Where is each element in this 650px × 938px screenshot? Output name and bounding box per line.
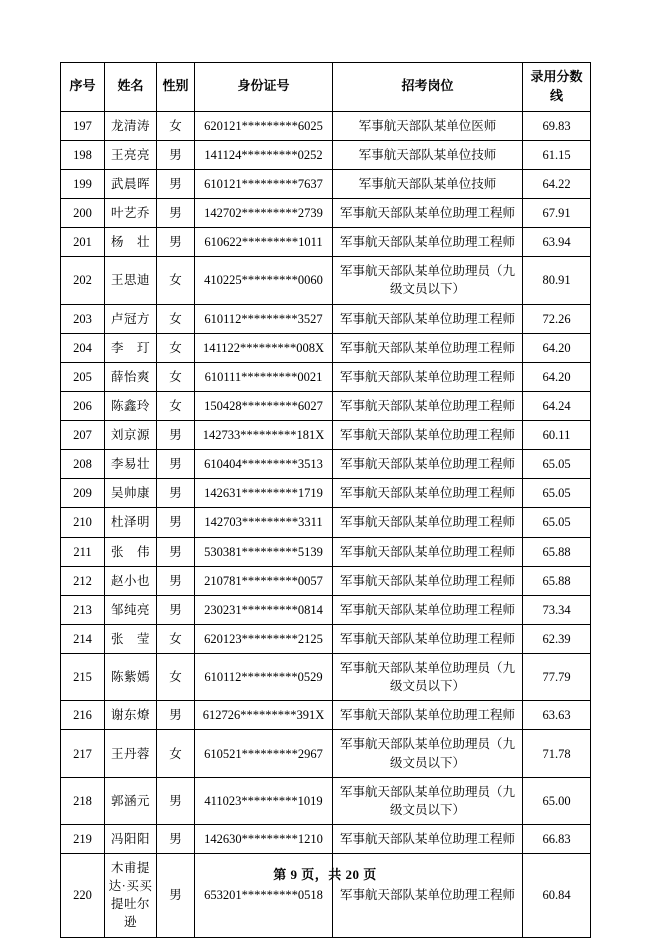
cell-score: 64.24 <box>523 391 591 420</box>
cell-seq: 203 <box>61 304 105 333</box>
cell-id: 142631*********1719 <box>195 479 333 508</box>
table-row <box>61 228 591 257</box>
cell-id: 620121*********6025 <box>195 111 333 140</box>
cell-id: 142630*********1210 <box>195 824 333 853</box>
cell-score: 65.05 <box>523 508 591 537</box>
cell-score: 60.84 <box>523 854 591 938</box>
cell-name: 武晨晖 <box>105 169 157 198</box>
cell-seq: 218 <box>61 777 105 824</box>
table-row <box>61 199 591 228</box>
table-row <box>61 111 591 140</box>
cell-score: 62.39 <box>523 624 591 653</box>
cell-score: 80.91 <box>523 257 591 304</box>
cell-sex: 男 <box>157 169 195 198</box>
cell-name: 李 玎 <box>105 333 157 362</box>
cell-name: 王思迪 <box>105 257 157 304</box>
cell-post: 军事航天部队某单位助理工程师 <box>333 362 523 391</box>
cell-post: 军事航天部队某单位助理工程师 <box>333 824 523 853</box>
column-header-id: 身份证号 <box>195 63 333 112</box>
table-body <box>61 111 591 937</box>
table-row <box>61 537 591 566</box>
cell-score: 65.88 <box>523 537 591 566</box>
cell-score: 63.94 <box>523 228 591 257</box>
cell-seq: 207 <box>61 421 105 450</box>
cell-seq: 208 <box>61 450 105 479</box>
cell-name: 杨 壮 <box>105 228 157 257</box>
cell-id: 410225*********0060 <box>195 257 333 304</box>
cell-post: 军事航天部队某单位医师 <box>333 111 523 140</box>
cell-seq: 204 <box>61 333 105 362</box>
cell-score: 73.34 <box>523 595 591 624</box>
cell-sex: 男 <box>157 140 195 169</box>
cell-post: 军事航天部队某单位助理工程师 <box>333 854 523 938</box>
table-row <box>61 257 591 304</box>
cell-score: 65.88 <box>523 566 591 595</box>
cell-seq: 214 <box>61 624 105 653</box>
cell-post: 军事航天部队某单位助理工程师 <box>333 421 523 450</box>
column-header-score: 录用分数线 <box>523 63 591 112</box>
recruitment-roster-table <box>60 62 591 938</box>
cell-sex: 女 <box>157 257 195 304</box>
cell-name: 陈鑫玲 <box>105 391 157 420</box>
cell-id: 210781*********0057 <box>195 566 333 595</box>
cell-id: 142703*********3311 <box>195 508 333 537</box>
cell-id: 620123*********2125 <box>195 624 333 653</box>
cell-post: 军事航天部队某单位助理员（九级文员以下） <box>333 654 523 701</box>
page-footer: 第 9 页，共 20 页 <box>273 867 377 882</box>
cell-seq: 197 <box>61 111 105 140</box>
cell-post: 军事航天部队某单位助理工程师 <box>333 304 523 333</box>
cell-score: 72.26 <box>523 304 591 333</box>
table-row <box>61 566 591 595</box>
cell-sex: 男 <box>157 595 195 624</box>
cell-seq: 198 <box>61 140 105 169</box>
cell-name: 薛怡爽 <box>105 362 157 391</box>
cell-score: 60.11 <box>523 421 591 450</box>
cell-id: 610111*********0021 <box>195 362 333 391</box>
cell-post: 军事航天部队某单位助理工程师 <box>333 595 523 624</box>
cell-id: 141124*********0252 <box>195 140 333 169</box>
cell-post: 军事航天部队某单位助理工程师 <box>333 228 523 257</box>
table-row <box>61 421 591 450</box>
table-header-row <box>61 63 591 112</box>
cell-sex: 男 <box>157 450 195 479</box>
cell-seq: 216 <box>61 701 105 730</box>
cell-sex: 女 <box>157 654 195 701</box>
cell-name: 木甫提达·买买提吐尔逊 <box>105 854 157 938</box>
cell-score: 66.83 <box>523 824 591 853</box>
cell-post: 军事航天部队某单位助理工程师 <box>333 537 523 566</box>
cell-name: 刘京源 <box>105 421 157 450</box>
cell-sex: 女 <box>157 730 195 777</box>
table-row <box>61 169 591 198</box>
cell-score: 69.83 <box>523 111 591 140</box>
cell-id: 653201*********0518 <box>195 854 333 938</box>
cell-id: 610521*********2967 <box>195 730 333 777</box>
cell-score: 71.78 <box>523 730 591 777</box>
cell-post: 军事航天部队某单位助理工程师 <box>333 566 523 595</box>
table-row <box>61 508 591 537</box>
table-head <box>61 63 591 112</box>
cell-sex: 男 <box>157 777 195 824</box>
table-row <box>61 304 591 333</box>
cell-post: 军事航天部队某单位技师 <box>333 140 523 169</box>
cell-id: 610112*********0529 <box>195 654 333 701</box>
cell-post: 军事航天部队某单位助理工程师 <box>333 450 523 479</box>
table-row <box>61 362 591 391</box>
cell-sex: 女 <box>157 391 195 420</box>
table-row <box>61 624 591 653</box>
cell-sex: 男 <box>157 824 195 853</box>
cell-seq: 209 <box>61 479 105 508</box>
cell-id: 610622*********1011 <box>195 228 333 257</box>
cell-name: 龙清涛 <box>105 111 157 140</box>
table-row <box>61 824 591 853</box>
column-header-post: 招考岗位 <box>333 63 523 112</box>
cell-name: 卢冠方 <box>105 304 157 333</box>
cell-sex: 男 <box>157 228 195 257</box>
cell-id: 150428*********6027 <box>195 391 333 420</box>
cell-post: 军事航天部队某单位助理工程师 <box>333 624 523 653</box>
column-header-name: 姓名 <box>105 63 157 112</box>
cell-score: 64.22 <box>523 169 591 198</box>
cell-name: 谢东燎 <box>105 701 157 730</box>
cell-seq: 206 <box>61 391 105 420</box>
cell-sex: 男 <box>157 537 195 566</box>
cell-id: 610112*********3527 <box>195 304 333 333</box>
cell-name: 吴帅康 <box>105 479 157 508</box>
cell-sex: 女 <box>157 111 195 140</box>
cell-seq: 219 <box>61 824 105 853</box>
table-row <box>61 730 591 777</box>
cell-name: 邹纯亮 <box>105 595 157 624</box>
cell-id: 142702*********2739 <box>195 199 333 228</box>
cell-seq: 210 <box>61 508 105 537</box>
table-row <box>61 450 591 479</box>
cell-score: 64.20 <box>523 333 591 362</box>
cell-post: 军事航天部队某单位助理员（九级文员以下） <box>333 777 523 824</box>
cell-post: 军事航天部队某单位技师 <box>333 169 523 198</box>
cell-name: 赵小也 <box>105 566 157 595</box>
cell-seq: 213 <box>61 595 105 624</box>
cell-score: 64.20 <box>523 362 591 391</box>
cell-sex: 女 <box>157 304 195 333</box>
table-row <box>61 333 591 362</box>
column-header-sex: 性别 <box>157 63 195 112</box>
cell-sex: 男 <box>157 508 195 537</box>
cell-name: 冯阳阳 <box>105 824 157 853</box>
cell-score: 65.05 <box>523 479 591 508</box>
cell-id: 141122*********008X <box>195 333 333 362</box>
cell-seq: 217 <box>61 730 105 777</box>
cell-sex: 男 <box>157 566 195 595</box>
cell-name: 李易壮 <box>105 450 157 479</box>
cell-id: 610404*********3513 <box>195 450 333 479</box>
cell-sex: 男 <box>157 199 195 228</box>
cell-post: 军事航天部队某单位助理员（九级文员以下） <box>333 730 523 777</box>
cell-post: 军事航天部队某单位助理工程师 <box>333 701 523 730</box>
cell-name: 王亮亮 <box>105 140 157 169</box>
cell-seq: 215 <box>61 654 105 701</box>
table-row <box>61 391 591 420</box>
table-row <box>61 654 591 701</box>
cell-post: 军事航天部队某单位助理工程师 <box>333 479 523 508</box>
table-row <box>61 479 591 508</box>
cell-id: 230231*********0814 <box>195 595 333 624</box>
cell-name: 王丹蓉 <box>105 730 157 777</box>
cell-score: 77.79 <box>523 654 591 701</box>
cell-post: 军事航天部队某单位助理工程师 <box>333 333 523 362</box>
cell-seq: 212 <box>61 566 105 595</box>
cell-post: 军事航天部队某单位助理工程师 <box>333 391 523 420</box>
table-row <box>61 777 591 824</box>
cell-id: 610121*********7637 <box>195 169 333 198</box>
cell-seq: 199 <box>61 169 105 198</box>
cell-post: 军事航天部队某单位助理员（九级文员以下） <box>333 257 523 304</box>
cell-sex: 男 <box>157 421 195 450</box>
cell-score: 65.05 <box>523 450 591 479</box>
table-row <box>61 140 591 169</box>
cell-name: 郭涵元 <box>105 777 157 824</box>
cell-score: 61.15 <box>523 140 591 169</box>
table-row <box>61 595 591 624</box>
cell-score: 67.91 <box>523 199 591 228</box>
cell-score: 63.63 <box>523 701 591 730</box>
cell-seq: 220 <box>61 854 105 938</box>
cell-name: 张 伟 <box>105 537 157 566</box>
table-row <box>61 701 591 730</box>
column-header-seq: 序号 <box>61 63 105 112</box>
cell-seq: 211 <box>61 537 105 566</box>
cell-name: 叶艺乔 <box>105 199 157 228</box>
cell-seq: 200 <box>61 199 105 228</box>
cell-name: 陈紫嫣 <box>105 654 157 701</box>
cell-post: 军事航天部队某单位助理工程师 <box>333 199 523 228</box>
cell-sex: 女 <box>157 624 195 653</box>
cell-name: 杜泽明 <box>105 508 157 537</box>
cell-id: 142733*********181X <box>195 421 333 450</box>
cell-id: 530381*********5139 <box>195 537 333 566</box>
cell-score: 65.00 <box>523 777 591 824</box>
cell-sex: 男 <box>157 479 195 508</box>
cell-seq: 202 <box>61 257 105 304</box>
cell-seq: 201 <box>61 228 105 257</box>
cell-id: 411023*********1019 <box>195 777 333 824</box>
cell-sex: 女 <box>157 362 195 391</box>
cell-sex: 女 <box>157 333 195 362</box>
cell-sex: 男 <box>157 701 195 730</box>
cell-sex: 男 <box>157 854 195 938</box>
cell-id: 612726*********391X <box>195 701 333 730</box>
cell-post: 军事航天部队某单位助理工程师 <box>333 508 523 537</box>
cell-seq: 205 <box>61 362 105 391</box>
cell-name: 张 莹 <box>105 624 157 653</box>
